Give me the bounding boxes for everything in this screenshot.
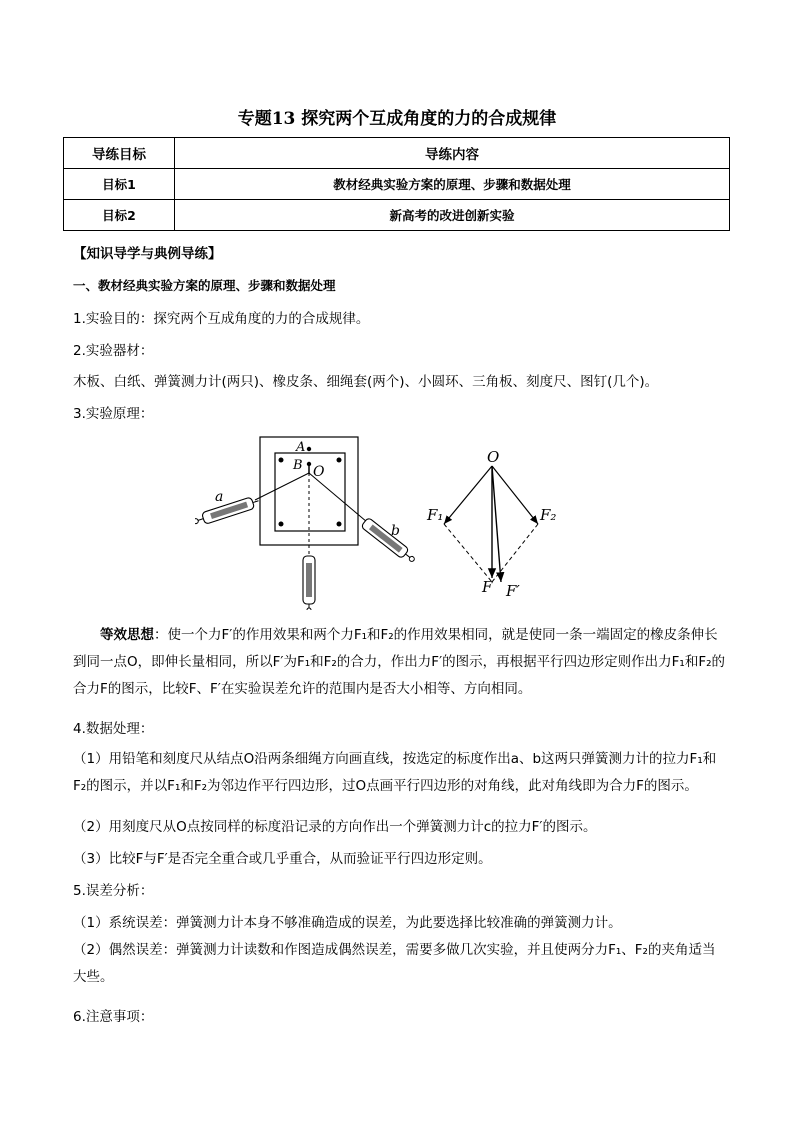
table-row (64, 169, 730, 200)
label-b: B (293, 458, 303, 473)
item-5-1: （1）系统误差：弹簧测力计本身不够准确造成的误差，为此要选择比较准确的弹簧测力计。 (73, 915, 622, 931)
label-o: O (313, 464, 325, 480)
equivalence-label: 等效思想 (100, 627, 154, 643)
item-3: 3.实验原理： (73, 406, 154, 422)
item-4-3: （3）比较F与F′是否完全重合或几乎重合，从而验证平行四边形定则。 (73, 851, 492, 867)
part1-heading: 一、教材经典实验方案的原理、步骤和数据处理 (73, 278, 336, 293)
goals-table (63, 137, 730, 231)
item-5-2: （2）偶然误差：弹簧测力计读数和作图造成偶然误差，需要多做几次实验，并且使两分力F₁、F₂的夹角适当大些。 (73, 942, 716, 985)
table-header-cell: 导练目标 (64, 138, 175, 169)
vec-label-f1: F₁ (427, 506, 444, 524)
item-6: 6.注意事项： (73, 1009, 154, 1025)
label-a: A (296, 440, 306, 455)
vector-f1 (444, 466, 492, 524)
equivalence-paragraph (73, 622, 725, 703)
string-a (255, 473, 309, 500)
thumbtack (337, 522, 342, 527)
label-scale-a: a (215, 489, 224, 505)
item-4-1: （1）用铅笔和刻度尺从结点O沿两条细绳方向画直线，按选定的标度作出a、b这两只弹簧测力计的拉力F₁和F₂的图示，并以F₁和F₂为邻边作平行四边形，过O点画平行四边形的对角线，此对角线即为合力F的图示。 (73, 751, 717, 794)
table-header-cell: 导练内容 (175, 138, 730, 169)
vec-label-f: F (482, 578, 493, 596)
table-cell: 目标2 (64, 200, 175, 231)
item-4-2: （2）用刻度尺从O点按同样的标度沿记录的方向作出一个弹簧测力计c的拉力F′的图示。 (73, 819, 597, 835)
section-heading: 【知识导学与典例导练】 (73, 246, 222, 262)
item-2: 2.实验器材： (73, 343, 154, 359)
experiment-figure (195, 430, 595, 610)
table-cell: 目标1 (64, 169, 175, 200)
spring-scale-b (361, 517, 418, 565)
table-row (64, 200, 730, 231)
label-scale-b: b (391, 523, 400, 539)
vector-f-prime (492, 466, 501, 582)
table-cell: 教材经典实验方案的原理、步骤和数据处理 (175, 169, 730, 200)
thumbtack (279, 458, 284, 463)
table-cell: 新高考的改进创新实验 (175, 200, 730, 231)
page-title: 专题13 探究两个互成角度的力的合成规律 (237, 109, 557, 129)
vector-f2 (492, 466, 538, 524)
vec-label-o: O (487, 448, 500, 466)
item-2-content: 木板、白纸、弹簧测力计(两只)、橡皮条、细绳套(两个)、小圆环、三角板、刻度尺、图钉(几个)。 (73, 374, 659, 390)
equivalence-text: ：使一个力F′的作用效果和两个力F₁和F₂的作用效果相同，就是使同一条一端固定的橡皮条伸长到同一点O，即伸长量相同，所以F′为F₁和F₂的合力，作出力F′的图示，再根据平行四边形定则作出力F₁和F₂的合力F的图示，比较F、F′在实验误差允许的范围内是否大小相等、方向相同。 (73, 627, 725, 697)
thumbtack (279, 522, 284, 527)
item-5: 5.误差分析： (73, 883, 154, 899)
dashed-side (444, 524, 492, 582)
item-1: 1.实验目的：探究两个互成角度的力的合成规律。 (73, 311, 370, 327)
spring-scale-c (303, 556, 315, 610)
spring-scale-a (195, 495, 260, 528)
table-header-row (64, 138, 730, 169)
thumbtack (337, 458, 342, 463)
vec-label-f2: F₂ (540, 506, 557, 524)
point-a-dot (307, 447, 311, 451)
item-4: 4.数据处理： (73, 721, 154, 737)
vec-label-f-prime: F′ (506, 582, 520, 600)
